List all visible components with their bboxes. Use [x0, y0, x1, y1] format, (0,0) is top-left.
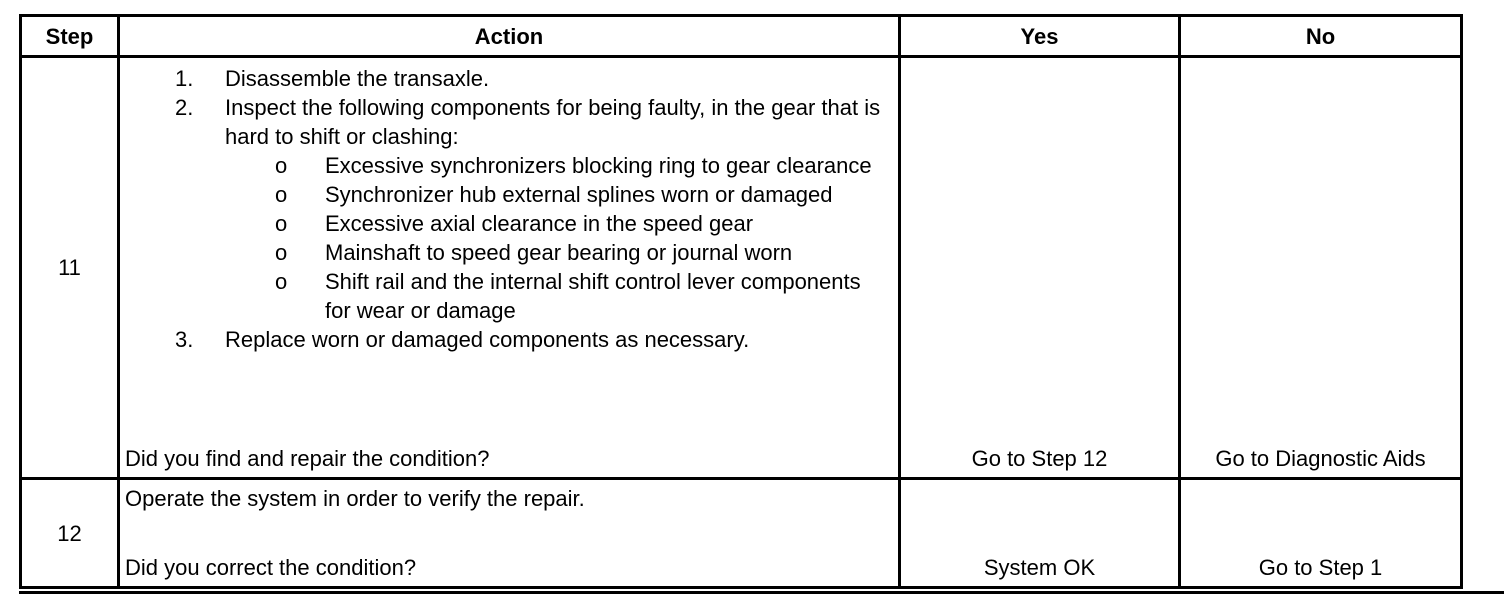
no-answer: Go to Diagnostic Aids [1215, 446, 1426, 471]
table-row [21, 479, 1462, 588]
list-item [125, 64, 892, 93]
item-text: Disassemble the transaxle. [225, 66, 490, 91]
question-text: Did you correct the condition? [125, 555, 417, 580]
yes-answer: Go to Step 12 [971, 446, 1108, 471]
header-yes: Yes [900, 16, 1180, 57]
item-number: 2. [175, 95, 194, 120]
no-cell [1180, 57, 1462, 479]
header-no: No [1180, 16, 1462, 57]
yes-cell [900, 57, 1180, 479]
item-text: Shift rail and the internal shift control lever components for wear or damage [325, 269, 861, 323]
list-item [225, 180, 892, 209]
item-text: Inspect the following components for being faulty, in the gear that is hard to shift or clashing: [225, 95, 881, 149]
list-item [225, 151, 892, 180]
list-item [225, 267, 892, 325]
bullet-marker: o [275, 269, 288, 294]
table-row [21, 57, 1462, 479]
action-cell [119, 57, 900, 479]
yes-cell [900, 479, 1180, 588]
item-text: Mainshaft to speed gear bearing or journal worn [325, 240, 793, 265]
page-bottom-rule [19, 591, 1504, 594]
item-text: Excessive synchronizers blocking ring to gear clearance [325, 153, 872, 178]
instruction-text: Operate the system in order to verify the repair. [125, 486, 585, 511]
item-number: 1. [175, 66, 194, 91]
item-text: Synchronizer hub external splines worn or damaged [325, 182, 833, 207]
header-row [21, 16, 1462, 57]
action-cell [119, 479, 900, 588]
item-text: Replace worn or damaged components as necessary. [225, 327, 750, 352]
header-action: Action [119, 16, 900, 57]
action-steps-list [125, 64, 892, 354]
bullet-marker: o [275, 211, 288, 236]
bullet-marker: o [275, 153, 288, 178]
step-number: 11 [21, 57, 119, 479]
question-text: Did you find and repair the condition? [125, 446, 490, 471]
list-item [225, 209, 892, 238]
item-number: 3. [175, 327, 194, 352]
list-item [225, 238, 892, 267]
step-number: 12 [21, 479, 119, 588]
bullet-marker: o [275, 182, 288, 207]
list-item [125, 93, 892, 325]
item-text: Excessive axial clearance in the speed gear [325, 211, 754, 236]
header-step: Step [21, 16, 119, 57]
list-item [125, 325, 892, 354]
no-cell [1180, 479, 1462, 588]
no-answer: Go to Step 1 [1258, 555, 1383, 580]
bullet-marker: o [275, 240, 288, 265]
component-list [225, 151, 892, 325]
diagnostic-table [19, 14, 1463, 589]
yes-answer: System OK [983, 555, 1096, 580]
